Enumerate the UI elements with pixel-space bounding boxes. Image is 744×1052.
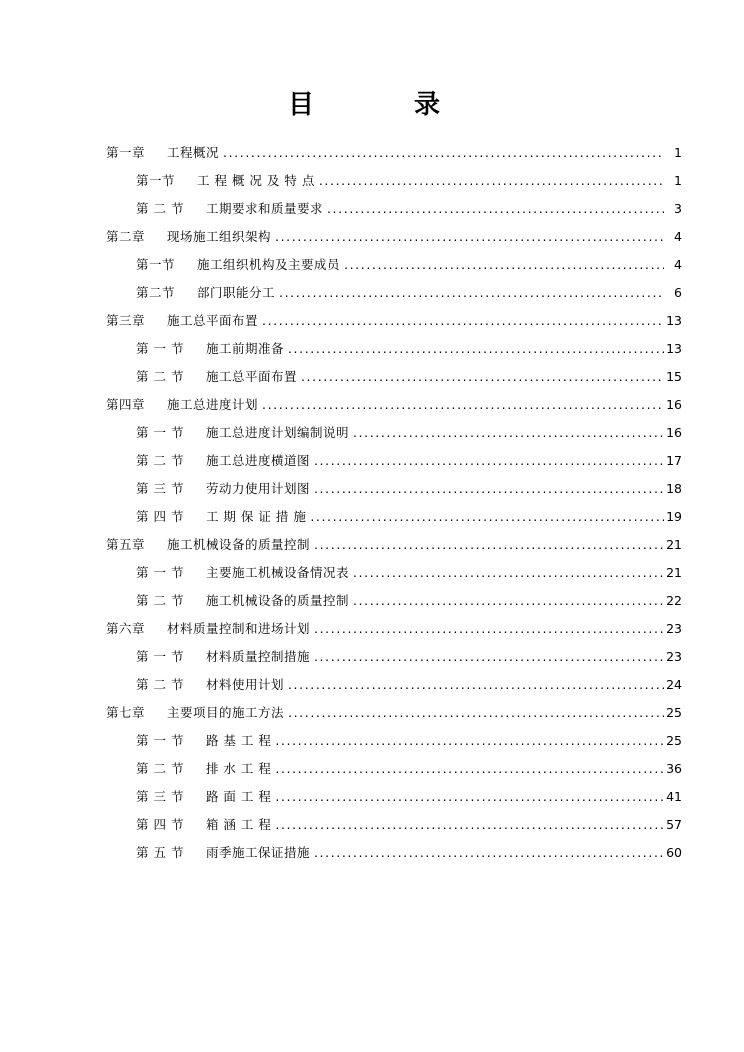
toc-leader-dots (310, 510, 664, 524)
toc-entry-page-number: 36 (666, 761, 682, 776)
toc-entry-label: 第一章 (106, 145, 146, 160)
toc-leader-dots (319, 174, 664, 188)
toc-entry-title: 路 基 工 程 (205, 733, 272, 748)
toc-entry[interactable] (62, 425, 682, 440)
toc-entry-page-number: 21 (666, 565, 682, 580)
toc-leader-dots (275, 762, 664, 776)
toc-entry[interactable] (62, 173, 682, 188)
toc-entry-label: 第六章 (106, 621, 146, 636)
toc-entry-page-number: 57 (666, 817, 682, 832)
toc-entry-label: 第 二 节 (136, 761, 184, 776)
toc-leader-dots (279, 286, 664, 300)
toc-entry[interactable] (62, 397, 682, 412)
toc-entry[interactable] (62, 481, 682, 496)
toc-leader-dots (314, 538, 664, 552)
toc-entry-page-number: 16 (666, 425, 682, 440)
toc-leader-dots (262, 398, 664, 412)
toc-leader-dots (275, 230, 664, 244)
toc-entry-title: 雨季施工保证措施 (205, 845, 310, 860)
toc-entry-label: 第二章 (106, 229, 146, 244)
toc-entry-title: 工 程 概 况 及 特 点 (197, 173, 315, 188)
toc-entry[interactable] (62, 201, 682, 216)
toc-entry-page-number: 23 (666, 621, 682, 636)
toc-entry-label: 第 一 节 (136, 733, 184, 748)
page-title: 目 录 (287, 90, 456, 120)
toc-entry-label: 第 三 节 (136, 481, 184, 496)
toc-leader-dots (223, 146, 664, 160)
toc-entry-page-number: 1 (674, 145, 682, 160)
toc-entry-page-number: 15 (666, 369, 682, 384)
toc-leader-dots (314, 482, 664, 496)
toc-entry-page-number: 6 (674, 285, 682, 300)
toc-entry[interactable] (62, 229, 682, 244)
toc-entry-title: 主要施工机械设备情况表 (205, 565, 349, 580)
toc-leader-dots (353, 426, 664, 440)
toc-entry-label: 第 一 节 (136, 649, 184, 664)
toc-leader-dots (288, 342, 664, 356)
toc-entry-title: 部门职能分工 (197, 285, 276, 300)
toc-entry-label: 第 一 节 (136, 341, 184, 356)
toc-entry-title: 路 面 工 程 (205, 789, 272, 804)
toc-entry[interactable] (62, 621, 682, 636)
toc-entry-label: 第 三 节 (136, 789, 184, 804)
toc-entry[interactable] (62, 817, 682, 832)
toc-entry-page-number: 3 (674, 201, 682, 216)
toc-entry-title: 工程概况 (167, 145, 220, 160)
toc-entry-title: 施工总进度横道图 (205, 453, 310, 468)
toc-entry-label: 第 一 节 (136, 425, 184, 440)
toc-leader-dots (275, 734, 664, 748)
toc-entry-label: 第二节 (136, 285, 176, 300)
toc-entry-label: 第 二 节 (136, 201, 184, 216)
toc-leader-dots (262, 314, 664, 328)
toc-entry-label: 第 二 节 (136, 593, 184, 608)
toc-entry-title: 材料质量控制和进场计划 (167, 621, 311, 636)
toc-entry-title: 现场施工组织架构 (167, 229, 272, 244)
toc-entry-title: 主要项目的施工方法 (167, 705, 285, 720)
toc-entry-page-number: 23 (666, 649, 682, 664)
toc-entry-page-number: 13 (666, 341, 682, 356)
toc-entry-label: 第三章 (106, 313, 146, 328)
toc-entry-page-number: 24 (666, 677, 682, 692)
toc-entry[interactable] (62, 313, 682, 328)
toc-entry-label: 第 一 节 (136, 565, 184, 580)
toc-leader-dots (314, 650, 664, 664)
toc-entry-title: 施工总进度计划 (167, 397, 259, 412)
toc-entry-page-number: 60 (666, 845, 682, 860)
toc-entry[interactable] (62, 369, 682, 384)
toc-entry-page-number: 16 (666, 397, 682, 412)
toc-entry[interactable] (62, 285, 682, 300)
toc-entry-title: 施工前期准备 (205, 341, 284, 356)
toc-entry[interactable] (62, 565, 682, 580)
toc-entry-page-number: 1 (674, 173, 682, 188)
toc-entry[interactable] (62, 593, 682, 608)
toc-entry-label: 第 二 节 (136, 369, 184, 384)
toc-leader-dots (275, 818, 664, 832)
toc-entry-page-number: 25 (666, 733, 682, 748)
toc-entry[interactable] (62, 705, 682, 720)
toc-entry-title: 劳动力使用计划图 (205, 481, 310, 496)
toc-entry-page-number: 4 (674, 257, 682, 272)
toc-entry-label: 第五章 (106, 537, 146, 552)
toc-entry-label: 第七章 (106, 705, 146, 720)
toc-entry[interactable] (62, 677, 682, 692)
toc-entry-page-number: 4 (674, 229, 682, 244)
toc-entry-label: 第 四 节 (136, 817, 184, 832)
toc-entry[interactable] (62, 845, 682, 860)
toc-leader-dots (301, 370, 664, 384)
toc-leader-dots (353, 594, 664, 608)
toc-entry-title: 材料质量控制措施 (205, 649, 310, 664)
toc-entry-label: 第 五 节 (136, 845, 184, 860)
toc-leader-dots (314, 622, 664, 636)
toc-entry-title: 材料使用计划 (205, 677, 284, 692)
toc-leader-dots (327, 202, 664, 216)
toc-leader-dots (288, 706, 664, 720)
toc-entry-title: 工期要求和质量要求 (205, 201, 323, 216)
toc-leader-dots (314, 846, 664, 860)
toc-entry-title: 排 水 工 程 (205, 761, 272, 776)
toc-leader-dots (353, 566, 664, 580)
toc-entry[interactable] (62, 537, 682, 552)
toc-leader-dots (314, 454, 664, 468)
toc-entry-page-number: 18 (666, 481, 682, 496)
table-of-contents (62, 145, 682, 860)
toc-entry-title: 箱 涵 工 程 (205, 817, 272, 832)
toc-leader-dots (344, 258, 664, 272)
toc-entry-title: 工 期 保 证 措 施 (205, 509, 307, 524)
toc-leader-dots (288, 678, 664, 692)
toc-entry[interactable] (62, 145, 682, 160)
toc-entry[interactable] (62, 509, 682, 524)
toc-entry[interactable] (62, 733, 682, 748)
toc-entry-title: 施工组织机构及主要成员 (197, 257, 341, 272)
toc-entry-page-number: 13 (666, 313, 682, 328)
toc-entry[interactable] (62, 257, 682, 272)
toc-entry-label: 第 四 节 (136, 509, 184, 524)
toc-entry-title: 施工机械设备的质量控制 (205, 593, 349, 608)
toc-entry[interactable] (62, 761, 682, 776)
toc-entry-page-number: 25 (666, 705, 682, 720)
toc-entry-label: 第一节 (136, 173, 176, 188)
toc-entry-title: 施工机械设备的质量控制 (167, 537, 311, 552)
toc-entry[interactable] (62, 649, 682, 664)
toc-entry-page-number: 41 (666, 789, 682, 804)
toc-entry[interactable] (62, 453, 682, 468)
toc-entry[interactable] (62, 789, 682, 804)
toc-entry[interactable] (62, 341, 682, 356)
toc-entry-title: 施工总进度计划编制说明 (205, 425, 349, 440)
toc-leader-dots (275, 790, 664, 804)
toc-entry-title: 施工总平面布置 (205, 369, 297, 384)
toc-entry-page-number: 22 (666, 593, 682, 608)
toc-entry-title: 施工总平面布置 (167, 313, 259, 328)
toc-entry-label: 第一节 (136, 257, 176, 272)
toc-entry-page-number: 19 (666, 509, 682, 524)
toc-entry-label: 第 二 节 (136, 677, 184, 692)
toc-entry-label: 第四章 (106, 397, 146, 412)
toc-entry-page-number: 21 (666, 537, 682, 552)
toc-entry-page-number: 17 (666, 453, 682, 468)
toc-entry-label: 第 二 节 (136, 453, 184, 468)
